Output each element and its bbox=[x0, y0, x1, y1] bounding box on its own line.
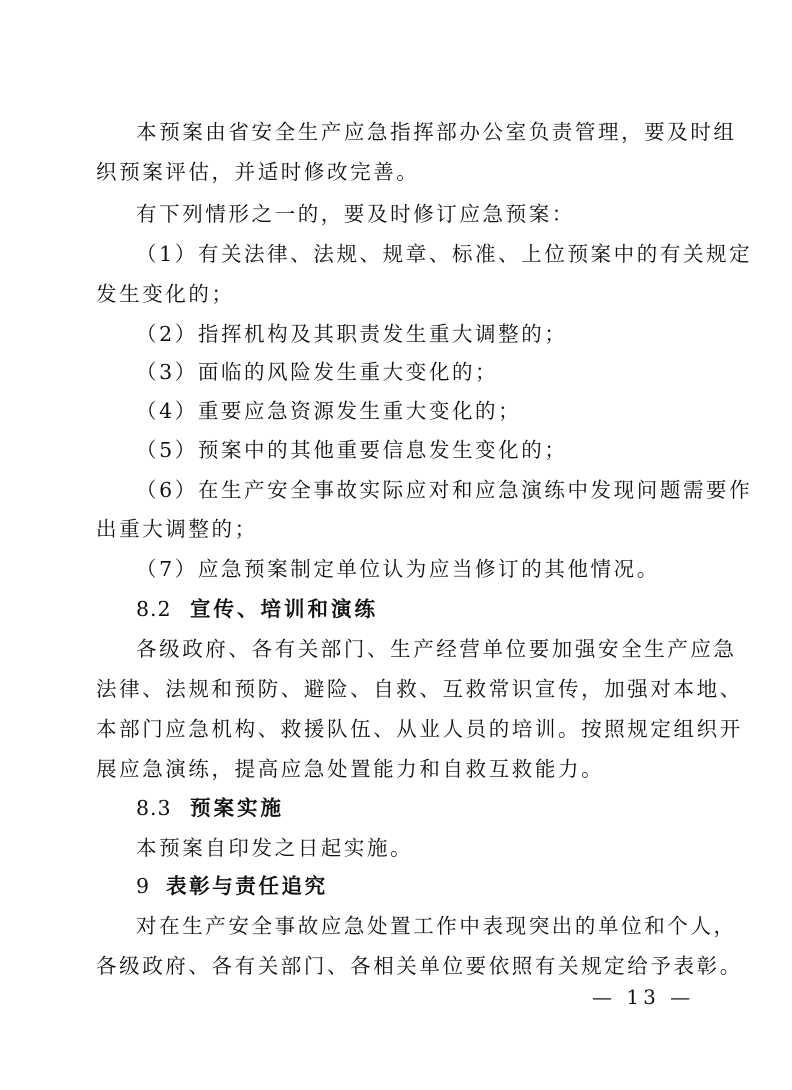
paragraph-line: 本部门应急机构、救援队伍、从业人员的培训。按照规定组织开 bbox=[96, 717, 743, 741]
list-item: （7）应急预案制定单位认为应当修订的其他情况。 bbox=[136, 557, 660, 581]
list-item: （6）在生产安全事故实际应对和应急演练中发现问题需要作 bbox=[136, 478, 753, 502]
paragraph-line: 法律、法规和预防、避险、自救、互救常识宣传，加强对本地、 bbox=[96, 677, 743, 701]
section-number: 9 bbox=[136, 874, 152, 898]
section-number: 8.2 bbox=[136, 597, 172, 621]
paragraph-line: 出重大调整的； bbox=[96, 517, 258, 541]
section-number: 8.3 bbox=[136, 796, 172, 820]
section-heading-8-3 bbox=[136, 795, 284, 821]
list-item: （5）预案中的其他重要信息发生变化的； bbox=[136, 438, 568, 462]
list-item: （2）指挥机构及其职责发生重大调整的； bbox=[136, 322, 568, 346]
section-heading-9 bbox=[136, 873, 328, 899]
list-item: （1）有关法律、法规、规章、标准、上位预案中的有关规定 bbox=[136, 242, 753, 266]
page-number: — 13 — bbox=[592, 985, 695, 1009]
list-item: （4）重要应急资源发生重大变化的； bbox=[136, 399, 522, 423]
paragraph-line: 本预案由省安全生产应急指挥部办公室负责管理，要及时组 bbox=[136, 120, 737, 144]
section-heading-8-2 bbox=[136, 596, 378, 622]
paragraph-line: 各级政府、各有关部门、生产经营单位要加强安全生产应急 bbox=[136, 637, 737, 661]
paragraph-line: 发生变化的； bbox=[96, 282, 235, 306]
paragraph-line: 有下列情形之一的，要及时修订应急预案： bbox=[136, 202, 575, 226]
section-title: 预案实施 bbox=[190, 796, 284, 820]
paragraph-line: 对在生产安全事故应急处置工作中表现突出的单位和个人， bbox=[136, 914, 737, 938]
paragraph-line: 本预案自印发之日起实施。 bbox=[136, 836, 414, 860]
paragraph-line: 各级政府、各有关部门、各相关单位要依照有关规定给予表彰。 bbox=[96, 954, 743, 978]
paragraph-line: 织预案评估，并适时修改完善。 bbox=[96, 160, 420, 184]
section-title: 宣传、培训和演练 bbox=[190, 597, 378, 621]
list-item: （3）面临的风险发生重大变化的； bbox=[136, 360, 499, 384]
section-title: 表彰与责任追究 bbox=[166, 874, 328, 898]
paragraph-line: 展应急演练，提高应急处置能力和自救互救能力。 bbox=[96, 757, 605, 781]
